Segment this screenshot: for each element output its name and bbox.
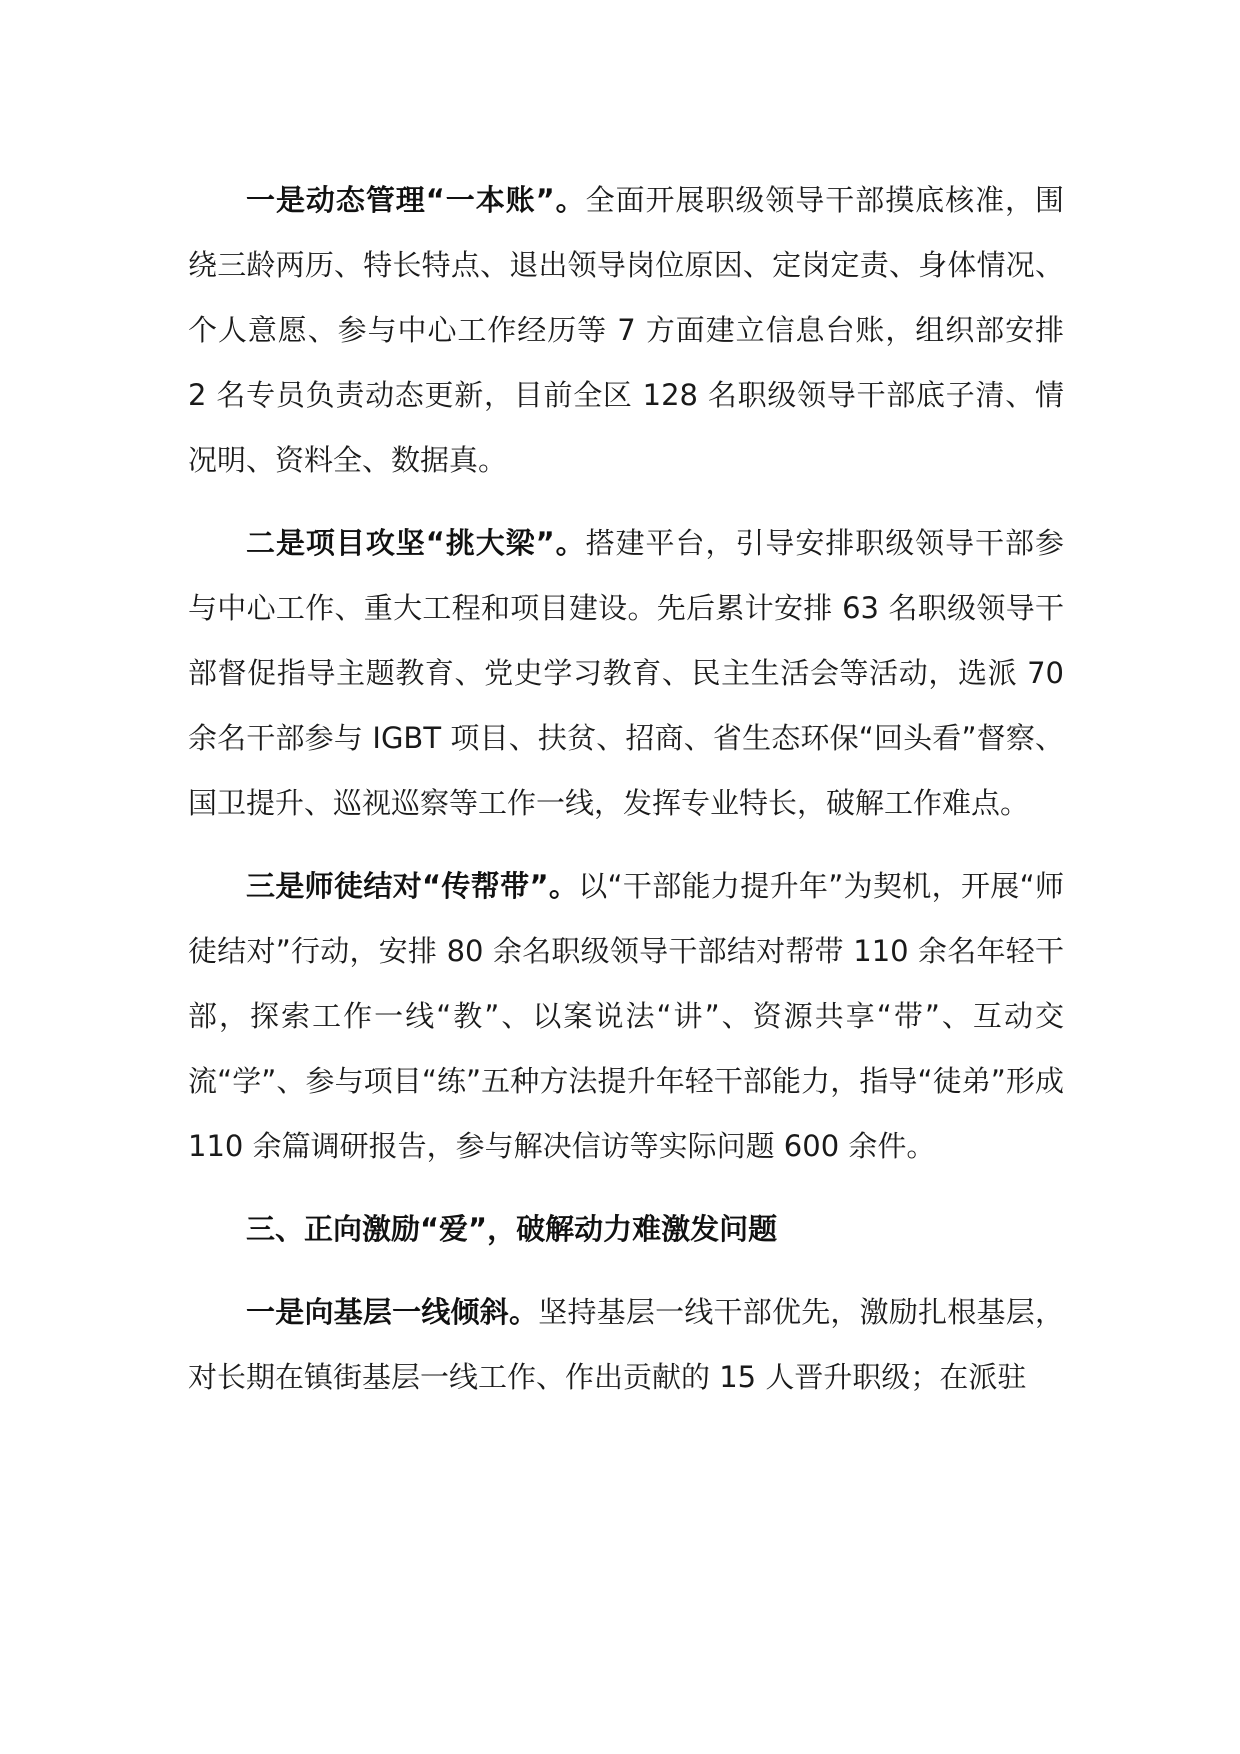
paragraph-project-tackling bbox=[188, 511, 1064, 836]
document-body bbox=[188, 168, 1064, 1410]
paragraph-text: 全面开展职级领导干部摸底核准，围绕三龄两历、特长特点、退出领导岗位原因、定岗定责、身体情况、个人意愿、参与中心工作经历等 7 方面建立信息台账，组织部安排 2 名专员负责动态更新，目前全区 128 名职级领导干部底子清、情况明、资料全、数据真。 bbox=[188, 183, 1064, 477]
paragraph-lead: 三是师徒结对“传帮带”。 bbox=[246, 869, 579, 903]
paragraph-text: 坚持基层一线干部优先，激励扎根基层，对长期在镇街基层一线工作、作出贡献的 15 人晋升职级；在派驻 bbox=[188, 1295, 1064, 1394]
paragraph-lead: 一是向基层一线倾斜。 bbox=[246, 1295, 539, 1329]
paragraph-grassroots bbox=[188, 1280, 1064, 1410]
paragraph-mentorship bbox=[188, 854, 1064, 1179]
paragraph-lead: 一是动态管理“一本账”。 bbox=[246, 183, 586, 217]
paragraph-text: 以“干部能力提升年”为契机，开展“师徒结对”行动，安排 80 余名职级领导干部结对帮带 110 余名年轻干部，探索工作一线“教”、以案说法“讲”、资源共享“带”、互动交流“学”、参与项目“练”五种方法提升年轻干部能力，指导“徒弟”形成 110 余篇调研报告，参与解决信访等实际问题 600 余件。 bbox=[188, 869, 1065, 1163]
paragraph-text: 搭建平台，引导安排职级领导干部参与中心工作、重大工程和项目建设。先后累计安排 63 名职级领导干部督促指导主题教育、党史学习教育、民主生活会等活动，选派 70 余名干部参与 IGBT 项目、扶贫、招商、省生态环保“回头看”督察、国卫提升、巡视巡察等工作一线，发挥专业特长，破解工作难点。 bbox=[188, 526, 1064, 820]
paragraph-dynamic-management bbox=[188, 168, 1064, 493]
section-heading: 三、正向激励“爱”，破解动力难激发问题 bbox=[246, 1212, 778, 1246]
paragraph-lead: 二是项目攻坚“挑大梁”。 bbox=[246, 526, 586, 560]
